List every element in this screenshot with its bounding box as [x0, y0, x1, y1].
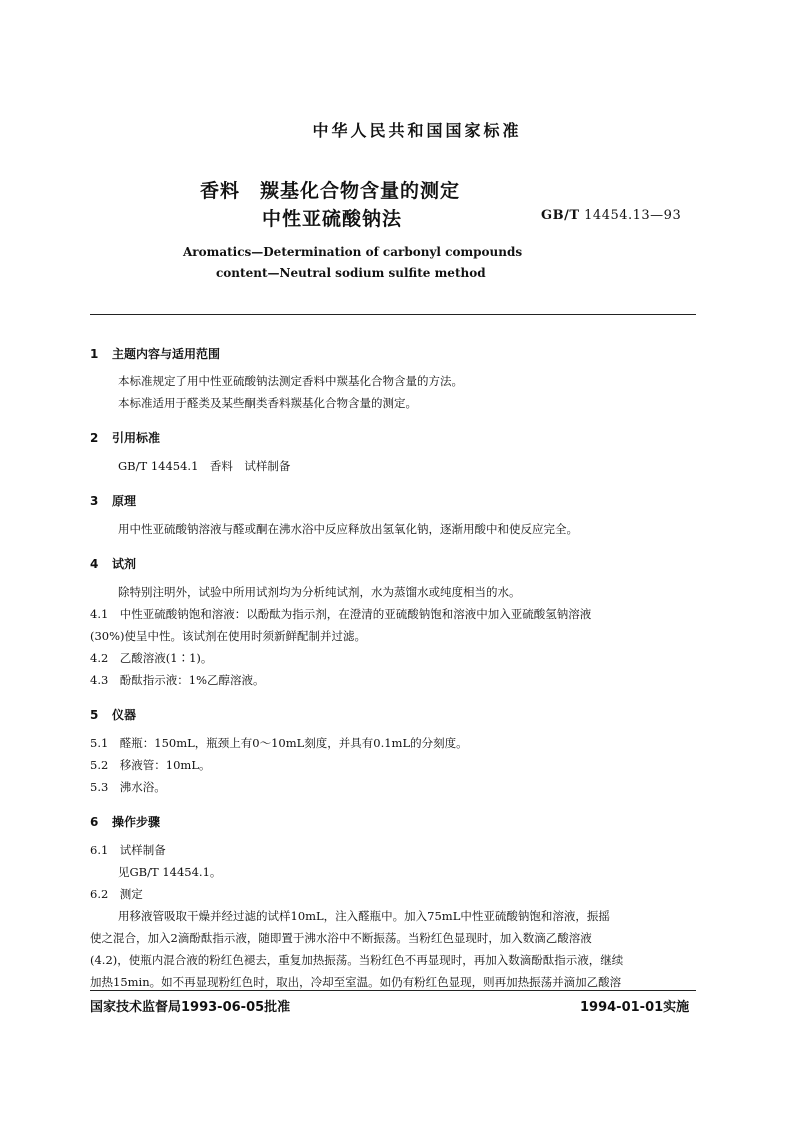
national-standard-header: 中华人民共和国国家标准 — [312, 121, 522, 140]
paragraph: 用移液管吸取干燥并经过滤的试样10mL，注入醛瓶中。加入75mL中性亚硫酸钠饱和溶液，振摇 — [118, 909, 610, 923]
section-number: 1 — [90, 347, 99, 361]
paragraph: 4.1 中性亚硫酸钠饱和溶液：以酚酞为指示剂，在澄清的亚硫酸钠饱和溶液中加入亚硫酸氢钠溶液 — [90, 607, 592, 621]
section-6-heading — [90, 813, 160, 830]
implementation-date: 1994-01-01实施 — [580, 1000, 690, 1015]
section-3-heading — [90, 492, 136, 509]
section-1-heading — [90, 345, 220, 362]
paragraph: 用中性亚硫酸钠溶液与醛或酮在沸水浴中反应释放出氢氧化钠，逐渐用酸中和使反应完全。 — [118, 522, 578, 536]
paragraph: 加热15min。如不再显现粉红色时，取出，冷却至室温。如仍有粉红色显现，则再加热振荡并滴加乙酸溶 — [90, 975, 622, 989]
paragraph: 4.2 乙酸溶液(1∶1)。 — [90, 651, 213, 665]
paragraph: GB/T 14454.1 香料 试样制备 — [118, 459, 291, 473]
paragraph: 6.1 试样制备 — [90, 843, 166, 857]
paragraph: 5.1 醛瓶：150mL，瓶颈上有0～10mL刻度，并具有0.1mL的分刻度。 — [90, 736, 468, 750]
approval-date: 国家技术监督局1993-06-05批准 — [90, 1000, 291, 1015]
section-number: 5 — [90, 708, 99, 722]
paragraph: 5.3 沸水浴。 — [90, 780, 166, 794]
standard-code-number: 14454.13—93 — [584, 208, 682, 223]
section-5-heading — [90, 706, 136, 723]
english-title-line2: content—Neutral sodium sulfite method — [216, 266, 486, 280]
standard-code-prefix: GB/T — [541, 208, 580, 223]
paragraph: (4.2)，使瓶内混合液的粉红色褪去，重复加热振荡。当粉红色不再显现时，再加入数滴酚酞指示液，继续 — [90, 953, 624, 967]
section-number: 4 — [90, 557, 99, 571]
paragraph: 见GB/T 14454.1。 — [118, 865, 222, 879]
footer-divider — [90, 990, 696, 991]
paragraph: 6.2 测定 — [90, 887, 143, 901]
section-4-heading — [90, 555, 136, 572]
section-title: 操作步骤 — [112, 815, 161, 829]
section-title: 试剂 — [112, 557, 137, 571]
paragraph: 除特别注明外，试验中所用试剂均为分析纯试剂，水为蒸馏水或纯度相当的水。 — [118, 585, 521, 599]
section-2-heading — [90, 429, 160, 446]
paragraph: (30%)使呈中性。该试剂在使用时须新鲜配制并过滤。 — [90, 629, 367, 643]
document-title-line2: 中性亚硫酸钠法 — [262, 208, 403, 230]
section-title: 仪器 — [112, 708, 137, 722]
header-divider — [90, 314, 696, 315]
paragraph: 5.2 移液管：10mL。 — [90, 758, 211, 772]
english-title-line1: Aromatics—Determination of carbonyl compounds — [183, 245, 523, 259]
section-title: 主题内容与适用范围 — [112, 347, 221, 361]
document-title-line1: 香料 羰基化合物含量的测定 — [200, 180, 461, 202]
section-number: 6 — [90, 815, 99, 829]
section-title: 原理 — [112, 494, 137, 508]
paragraph: 4.3 酚酞指示液：1%乙醇溶液。 — [90, 673, 265, 687]
paragraph: 本标准适用于醛类及某些酮类香料羰基化合物含量的测定。 — [118, 396, 417, 410]
paragraph: 本标准规定了用中性亚硫酸钠法测定香料中羰基化合物含量的方法。 — [118, 374, 463, 388]
section-title: 引用标准 — [112, 431, 161, 445]
section-number: 2 — [90, 431, 99, 445]
paragraph: 使之混合，加入2滴酚酞指示液，随即置于沸水浴中不断振荡。当粉红色显现时，加入数滴乙酸溶液 — [90, 931, 592, 945]
standard-code — [541, 208, 681, 223]
section-number: 3 — [90, 494, 99, 508]
